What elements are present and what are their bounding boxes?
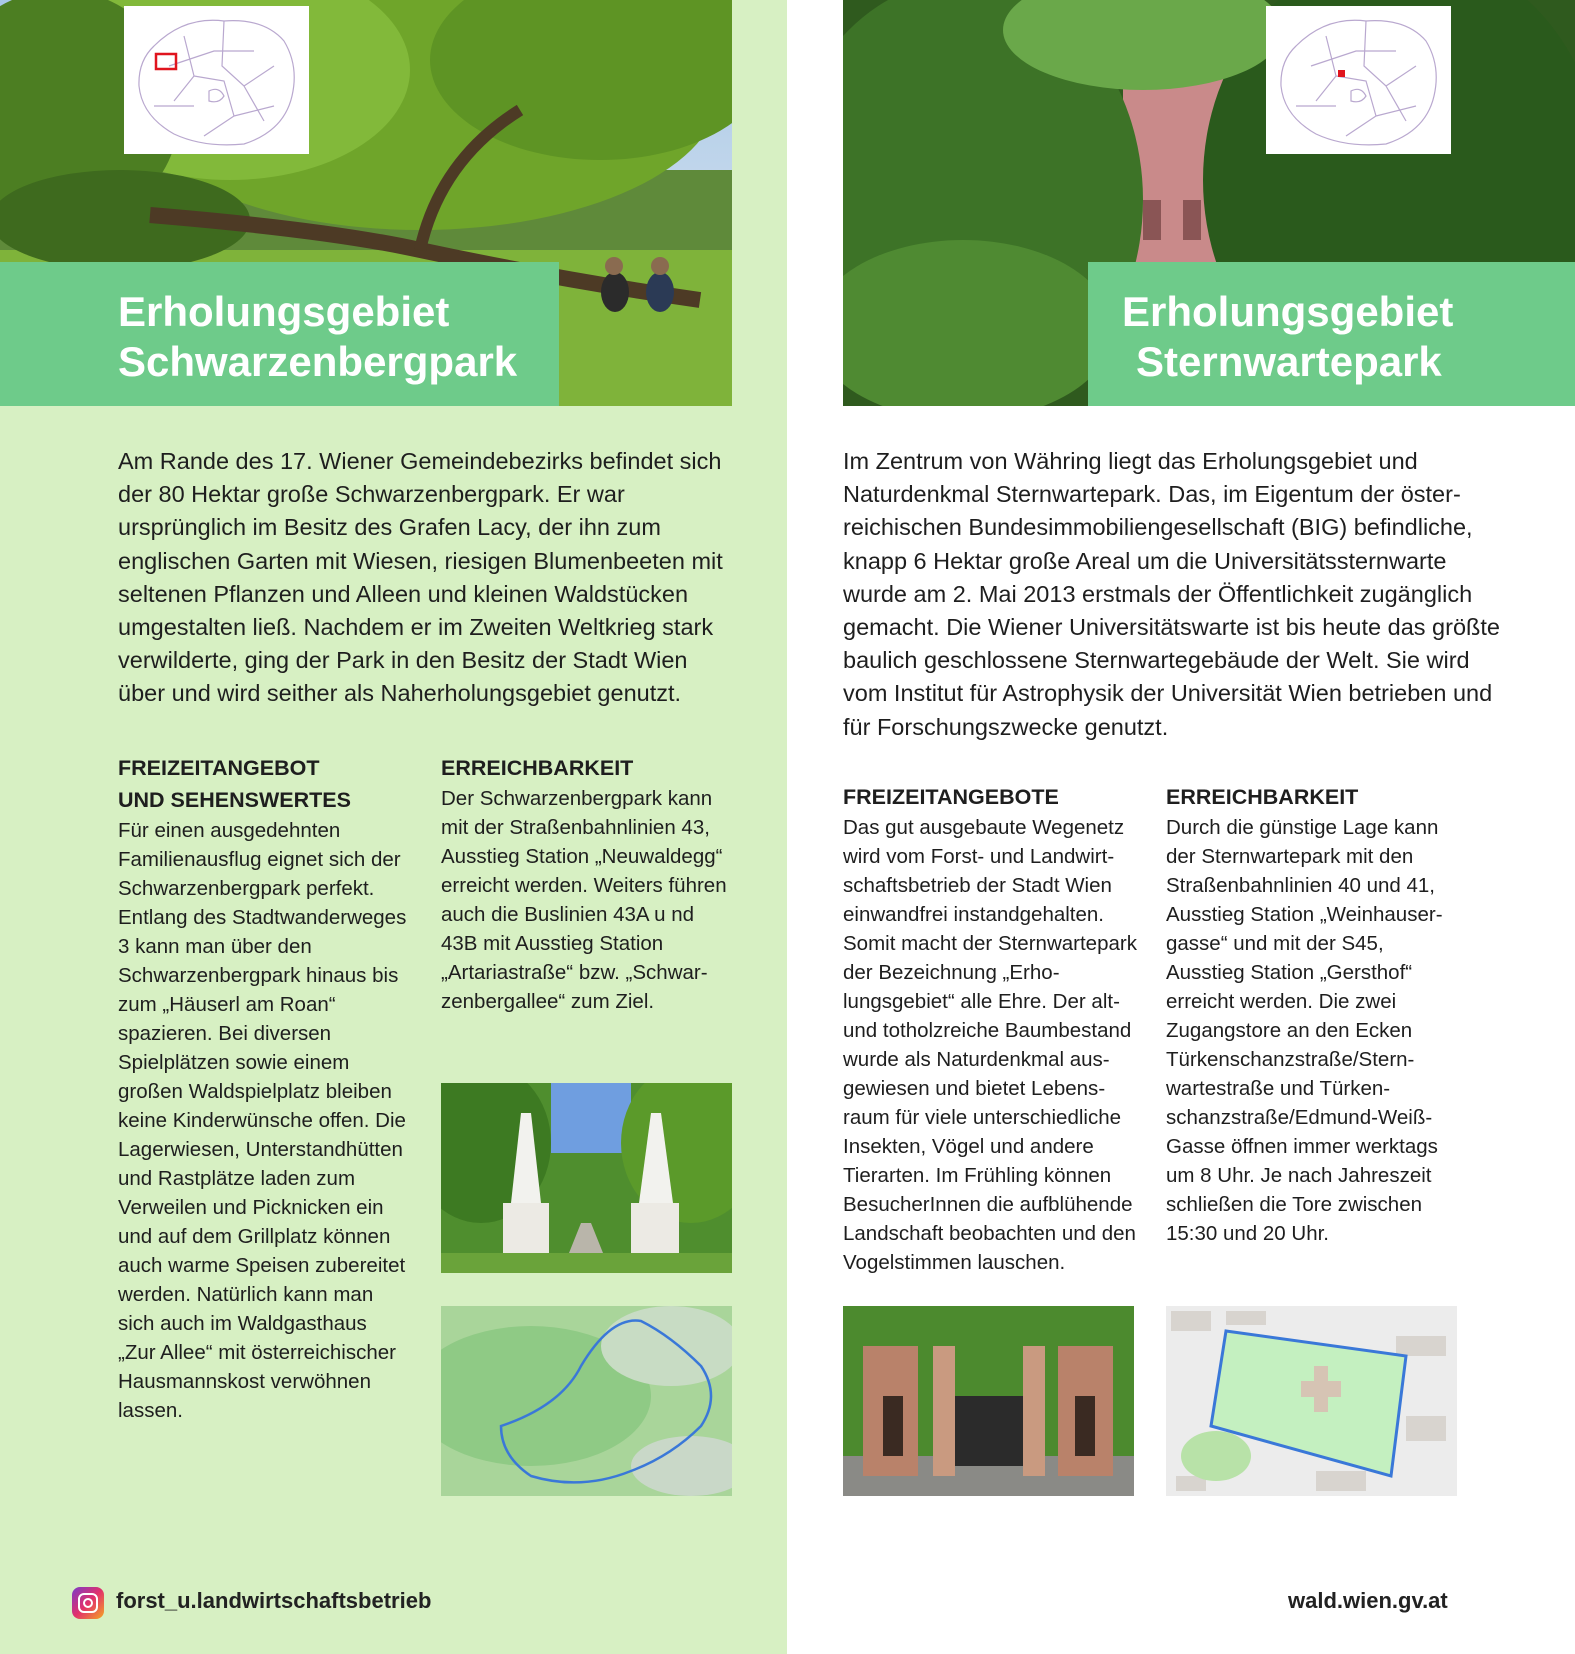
instagram-icon[interactable]	[72, 1587, 104, 1619]
right-intro-paragraph: Im Zentrum von Währing liegt das Erholungsgebiet und Naturdenkmal Sternwartepark. Das, im Eigentum der österreichischen Bundesimmobiliengesellschaft (BIG) befindliche, knapp 6 Hektar große Areal um die Universitätssternwarte wurde am 2. Mai 2013 erstmals der Öffentlichkeit zugänglich gemacht. Die Wiener Universitätswarte ist bis heute das größte baulich geschlossene Sternwartegebäude der Welt. Sie wird vom Institut für Astrophysik der Universität Wien betrieben und für Forschungszwecke genutzt.	[843, 448, 1500, 740]
left-leisure-text: Für einen ausgedehnten Familienausflug eignet sich der Schwarzenbergpark perfekt. Entlang des Stadtwanderweges 3 kann man über den Schwarzenbergpark hinaus bis zum „Häuserl am Roan“ spazieren. Bei diversen Spielplätzen sowie einem großen Waldspielplatz bleiben keine Kinderwünsche offen. Die Lagerwiesen, Unterstandhütten und Rastplätze laden zum Verweilen und Picknicken ein und auf dem Grillplatz können auch warme Speisen zubereitet werden. Natürlich kann man sich auch im Waldgasthaus „Zur Allee“ mit österreichischer Hausmannskost verwöhnen lassen.	[118, 819, 407, 1422]
left-leisure-section	[118, 752, 408, 1425]
left-title-line2: Schwarzenbergpark	[118, 338, 518, 385]
left-leisure-heading-line2: UND SEHENSWERTES	[118, 788, 351, 812]
left-title-line1: Erholungsgebiet	[118, 288, 450, 335]
right-leisure-text: Das gut ausgebaute Wegenetz wird vom Forst- und Landwirtschaftsbetrieb der Stadt Wien einwandfrei instandgehalten. Somit macht der Sternwartepark der Bezeichnung „Erholungsgebiet“ alle Ehre. Der alt- und totholzreiche Baumbestand wurde als Naturdenkmal ausgewiesen und bietet Lebensraum für viele unterschiedliche Insekten, Vögel und andere Tierarten. Im Frühling können BesucherInnen die aufblühende Landschaft beobachten und den Vogelstimmen lauschen.	[843, 816, 1137, 1274]
location-marker-icon	[1338, 70, 1345, 77]
right-title-line2: Sternwartepark	[1136, 338, 1442, 385]
right-access-section	[1166, 781, 1461, 1248]
website-url[interactable]: wald.wien.gv.at	[1288, 1588, 1448, 1613]
left-leisure-heading-line1: FREIZEITANGEBOT	[118, 756, 320, 780]
right-intro-text	[843, 445, 1503, 744]
left-intro-text	[118, 445, 738, 711]
right-title-line1: Erholungsgebiet	[1122, 288, 1454, 335]
right-leisure-section	[843, 781, 1138, 1277]
obelisk-allee-photo	[441, 1083, 732, 1273]
vienna-district-map	[124, 6, 309, 154]
right-leisure-heading: FREIZEITANGEBOTE	[843, 785, 1059, 809]
schwarzenbergpark-route-map	[441, 1306, 732, 1496]
instagram-handle[interactable]: forst_u.landwirtschaftsbetrieb	[116, 1588, 432, 1613]
sternwartepark-site-map	[1166, 1306, 1457, 1496]
sternwarte-gate-photo	[843, 1306, 1134, 1496]
left-access-text: Der Schwarzenbergpark kann mit der Straßenbahnlinien 43, Ausstieg Station „Neuwaldegg“ erreicht werden. Weiters führen auch die Buslinien 43A u nd 43B mit Ausstieg Station „Artariastraße“ bzw. „Schwarzenbergallee“ zum Ziel.	[441, 787, 727, 1013]
location-marker-icon	[156, 54, 176, 69]
left-access-heading: ERREICHBARKEIT	[441, 756, 634, 780]
right-title-band	[1088, 262, 1575, 406]
left-access-section	[441, 752, 736, 1016]
left-title-band	[0, 262, 559, 406]
left-intro-paragraph: Am Rande des 17. Wiener Gemeindebezirks befindet sich der 80 Hektar große Schwarzenbergpark. Er war ursprünglich im Besitz des Grafen Lacy, der ihn zum englischen Garten mit Wiesen, riesigen Blumenbeeten mit seltenen Pflanzen und Alleen und kleinen Waldstücken umgestalten ließ. Nachdem er im Zweiten Weltkrieg stark verwilderte, ging der Park in den Besitz der Stadt Wien über und wird seither als Naherholungsgebiet genutzt.	[118, 448, 723, 707]
right-access-text: Durch die günstige Lage kann der Sternwartepark mit den Straßenbahnlinien 40 und 41, Ausstieg Station „Weinhausergasse“ und mit der S45, Ausstieg Station „Gersthof“ erreicht werden. Die zwei Zugangstore an den Ecken Türkenschanzstraße/Sternwartestraße und Türkenschanzstraße/Edmund-Weiß-Gasse öffnen immer werktags um 8 Uhr. Je nach Jahreszeit schließen die Tore zwischen 15:30 und 20 Uhr.	[1166, 816, 1443, 1245]
vienna-district-map-right	[1266, 6, 1451, 154]
right-access-heading: ERREICHBARKEIT	[1166, 785, 1359, 809]
